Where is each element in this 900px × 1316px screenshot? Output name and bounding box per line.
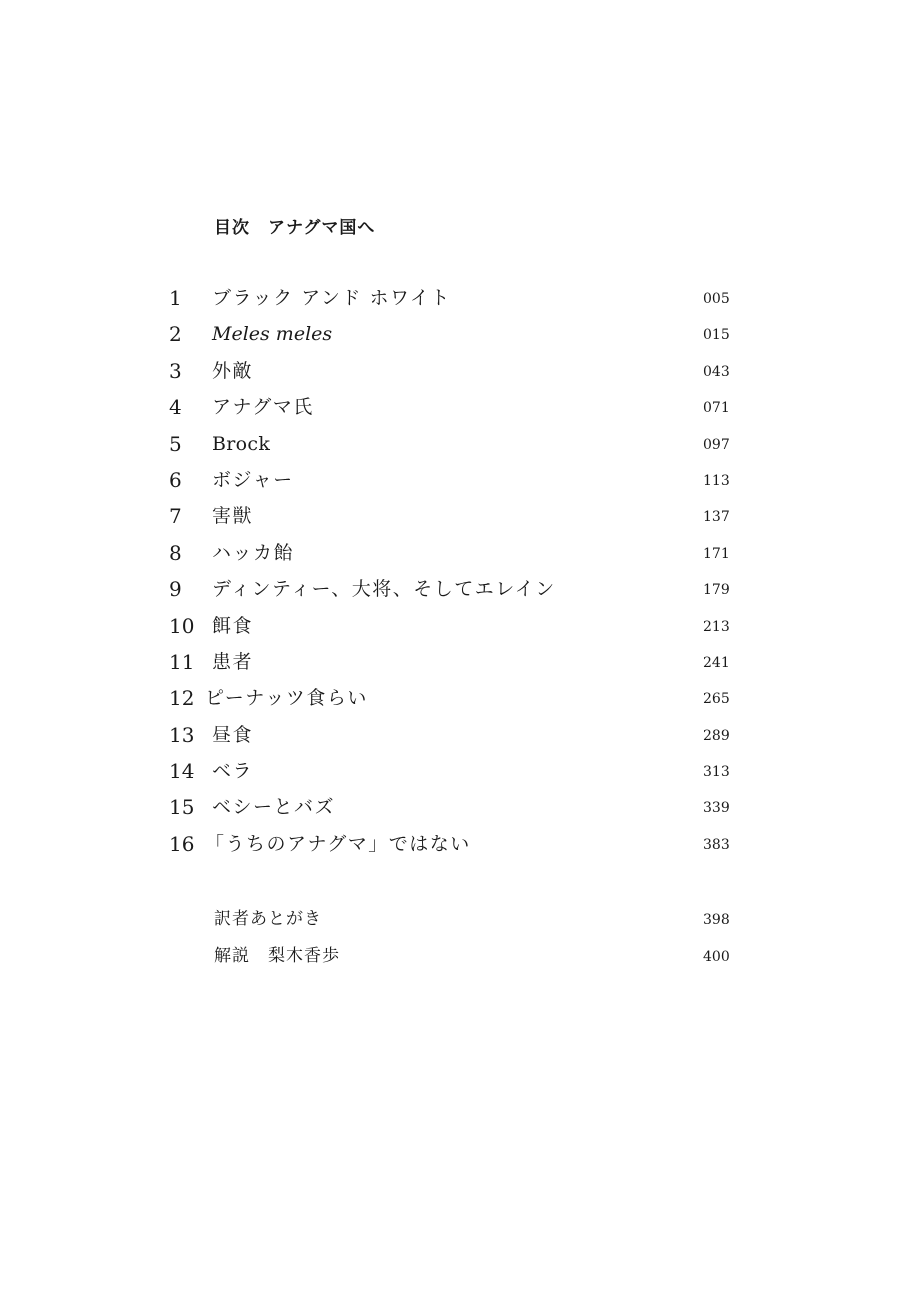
page-number: 113 [703, 472, 730, 489]
chapter-number: 12 [169, 686, 195, 711]
back-matter-title: 解説 梨木香歩 [214, 945, 340, 966]
chapter-number: 14 [169, 759, 195, 784]
chapter-title: Brock [212, 432, 271, 455]
chapter-title: 害獣 [212, 505, 254, 528]
page-number: 015 [703, 327, 730, 344]
chapter-title: 患者 [212, 650, 254, 673]
page-number: 339 [703, 800, 730, 817]
chapter-title: Meles meles [212, 323, 333, 346]
toc-entry[interactable] [0, 828, 900, 864]
toc-entry[interactable] [0, 537, 900, 573]
chapter-number: 13 [169, 722, 195, 747]
back-matter-list [0, 903, 900, 976]
toc-entry[interactable] [0, 318, 900, 354]
page-number: 005 [703, 291, 730, 307]
chapter-title: ピーナッツ食らい [205, 687, 368, 710]
page-number: 213 [703, 618, 730, 635]
page-number: 043 [703, 363, 730, 380]
page-number: 179 [703, 582, 730, 599]
toc-entry[interactable] [0, 903, 900, 940]
chapter-number: 11 [169, 649, 195, 674]
toc-entry[interactable] [0, 791, 900, 827]
chapter-title: アナグマ氏 [212, 396, 314, 419]
chapter-title: 餌食 [212, 614, 254, 637]
chapter-number: 1 [169, 286, 182, 310]
toc-entry[interactable] [0, 940, 900, 977]
page-number: 265 [703, 691, 730, 708]
page-number: 071 [703, 400, 730, 417]
chapter-title: ハッカ飴 [212, 541, 295, 564]
chapter-title: 外敵 [212, 359, 254, 382]
page-number: 137 [703, 509, 730, 526]
chapter-title: ベラ [212, 760, 254, 783]
page-number: 241 [703, 654, 730, 671]
chapter-number: 16 [169, 831, 195, 856]
page-number: 289 [703, 727, 730, 744]
chapter-number: 15 [169, 795, 195, 820]
toc-entry[interactable] [0, 646, 900, 682]
chapter-title: ディンティー、大将、そしてエレイン [212, 578, 556, 601]
toc-entry[interactable] [0, 428, 900, 464]
chapter-number: 7 [169, 504, 182, 529]
chapter-number: 9 [169, 577, 182, 602]
toc-entry[interactable] [0, 391, 900, 427]
toc-entry[interactable] [0, 500, 900, 536]
chapter-title: ボジャー [212, 468, 294, 491]
toc-entry[interactable] [0, 282, 900, 318]
toc-entry[interactable] [0, 610, 900, 646]
page-number: 398 [703, 912, 730, 928]
chapter-number: 10 [169, 613, 195, 638]
chapter-number: 8 [169, 540, 182, 565]
page-number: 383 [703, 836, 730, 853]
toc-entry[interactable] [0, 355, 900, 391]
chapter-number: 5 [169, 431, 182, 456]
toc-entry[interactable] [0, 682, 900, 718]
chapter-list [0, 282, 900, 864]
chapter-title: 「うちのアナグマ」ではない [205, 832, 471, 855]
toc-heading: 目次 アナグマ国へ [214, 218, 376, 238]
chapter-number: 2 [169, 322, 182, 347]
page-number: 097 [703, 436, 730, 453]
chapter-title: ブラック アンド ホワイト [212, 287, 451, 309]
page-number: 400 [703, 948, 730, 965]
toc-entry[interactable] [0, 573, 900, 609]
toc-entry[interactable] [0, 464, 900, 500]
back-matter-title: 訳者あとがき [214, 909, 322, 929]
chapter-number: 3 [169, 358, 182, 383]
toc-entry[interactable] [0, 755, 900, 791]
chapter-title: ベシーとバズ [212, 796, 336, 819]
chapter-title: 昼食 [212, 723, 254, 746]
page-number: 313 [703, 764, 730, 781]
page-number: 171 [703, 545, 730, 562]
chapter-number: 4 [169, 395, 182, 420]
toc-entry[interactable] [0, 719, 900, 755]
chapter-number: 6 [169, 467, 182, 492]
